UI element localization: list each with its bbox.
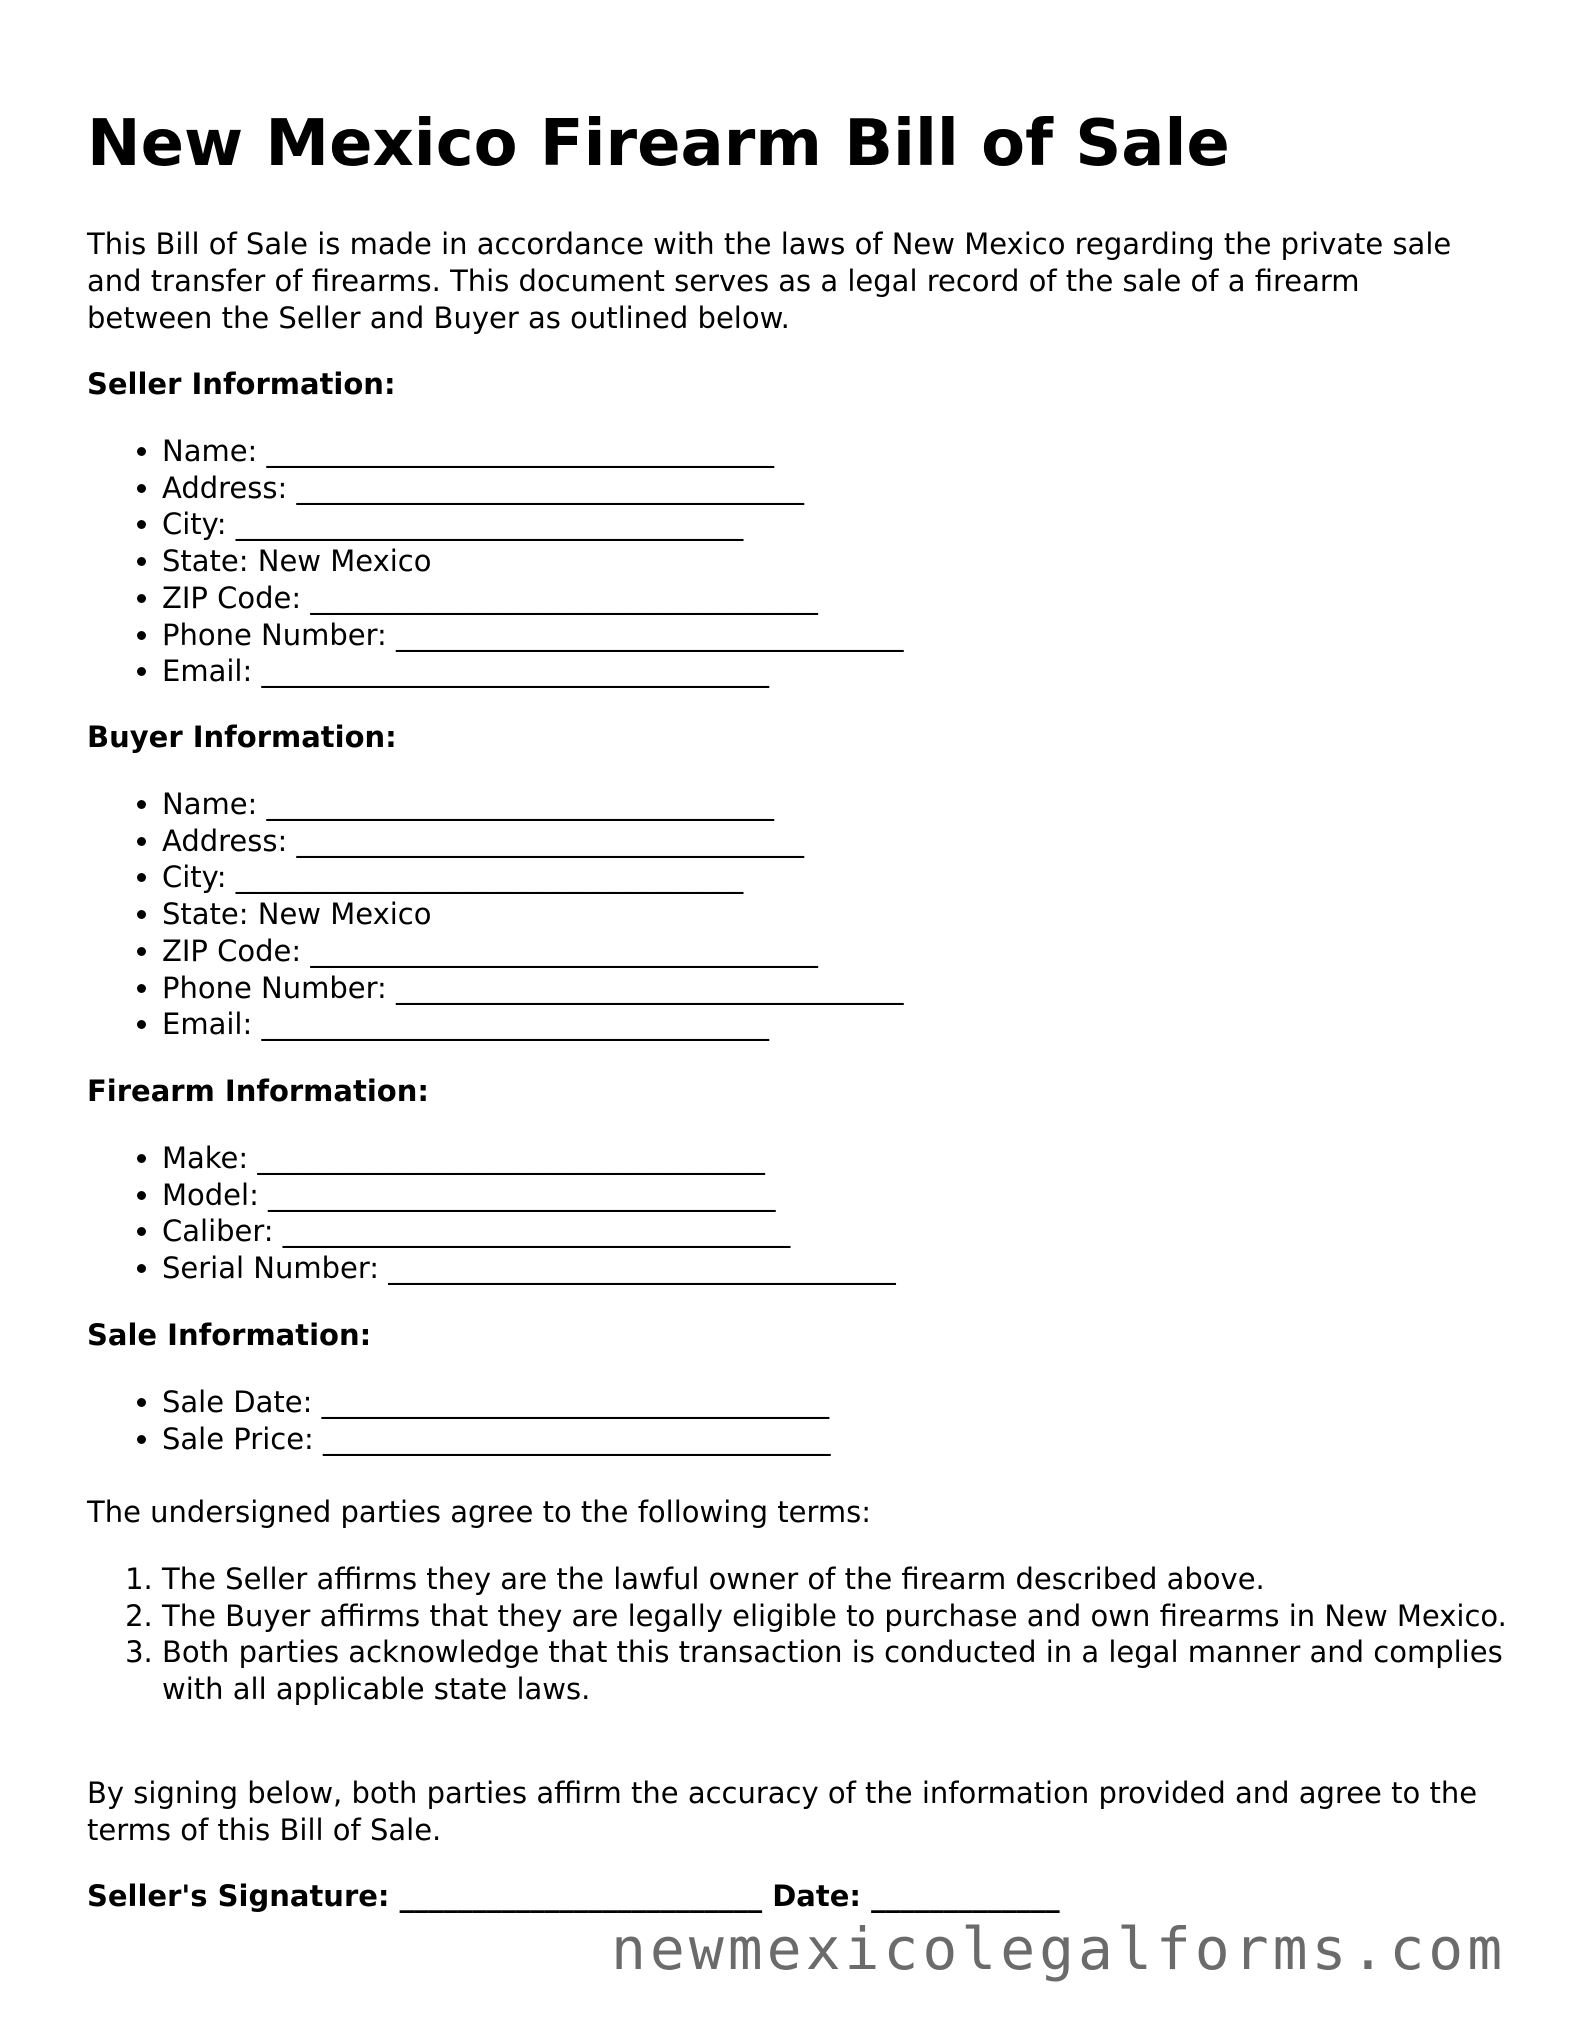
sale-date-field[interactable]: • Sale Date: ___________________________________: [162, 1384, 1542, 1421]
buyer-name-field[interactable]: • Name: ___________________________________: [162, 786, 1542, 823]
terms-list: [87, 1561, 1542, 1708]
seller-signature-line[interactable]: Seller's Signature: _________________________ Date: _____________: [87, 1879, 1060, 1913]
seller-address-field[interactable]: • Address: ___________________________________: [162, 470, 1542, 507]
firearm-caliber-field[interactable]: • Caliber: ___________________________________: [162, 1213, 1542, 1250]
watermark-logo: newmexicolegalforms.com: [611, 1915, 1507, 1983]
buyer-state-field: • State: New Mexico: [162, 896, 1542, 933]
firearm-make-field[interactable]: • Make: ___________________________________: [162, 1140, 1542, 1177]
buyer-phone-field[interactable]: • Phone Number: ___________________________________: [162, 970, 1542, 1007]
closing-paragraph: By signing below, both parties affirm the accuracy of the information provided and agree to the terms of this Bill of Sale.: [87, 1776, 1478, 1847]
seller-state-field: • State: New Mexico: [162, 543, 1542, 580]
sale-fields-list: [87, 1384, 1542, 1457]
firearm-model-field[interactable]: • Model: ___________________________________: [162, 1177, 1542, 1214]
seller-name-field[interactable]: • Name: ___________________________________: [162, 433, 1542, 470]
sale-heading: Sale Information:: [87, 1318, 372, 1352]
seller-fields-list: [87, 433, 1542, 690]
intro-paragraph: This Bill of Sale is made in accordance with the laws of New Mexico regarding the private sale and transfer of firearms. This document serves as a legal record of the sale of a firearm between the Seller and Buyer as outlined below.: [87, 227, 1452, 335]
buyer-zip-field[interactable]: • ZIP Code: ___________________________________: [162, 933, 1542, 970]
page-title: New Mexico Firearm Bill of Sale: [87, 107, 1230, 181]
seller-city-field[interactable]: • City: ___________________________________: [162, 506, 1542, 543]
seller-email-field[interactable]: • Email: ___________________________________: [162, 653, 1542, 690]
buyer-heading: Buyer Information:: [87, 720, 397, 754]
seller-heading: Seller Information:: [87, 367, 396, 401]
term-item: 1. The Seller affirms they are the lawful owner of the firearm described above.: [162, 1561, 1542, 1598]
firearm-serial-field[interactable]: • Serial Number: ___________________________________: [162, 1250, 1542, 1287]
buyer-email-field[interactable]: • Email: ___________________________________: [162, 1006, 1542, 1043]
term-item: 3. Both parties acknowledge that this transaction is conducted in a legal manner and complies with all applicable state laws.: [162, 1634, 1542, 1707]
firearm-heading: Firearm Information:: [87, 1074, 429, 1108]
buyer-fields-list: [87, 786, 1542, 1043]
seller-zip-field[interactable]: • ZIP Code: ___________________________________: [162, 580, 1542, 617]
buyer-city-field[interactable]: • City: ___________________________________: [162, 859, 1542, 896]
firearm-fields-list: [87, 1140, 1542, 1287]
terms-intro: The undersigned parties agree to the following terms:: [87, 1495, 872, 1529]
seller-phone-field[interactable]: • Phone Number: ___________________________________: [162, 617, 1542, 654]
term-item: 2. The Buyer affirms that they are legally eligible to purchase and own firearms in New Mexico.: [162, 1598, 1542, 1635]
buyer-address-field[interactable]: • Address: ___________________________________: [162, 823, 1542, 860]
sale-price-field[interactable]: • Sale Price: ___________________________________: [162, 1421, 1542, 1458]
